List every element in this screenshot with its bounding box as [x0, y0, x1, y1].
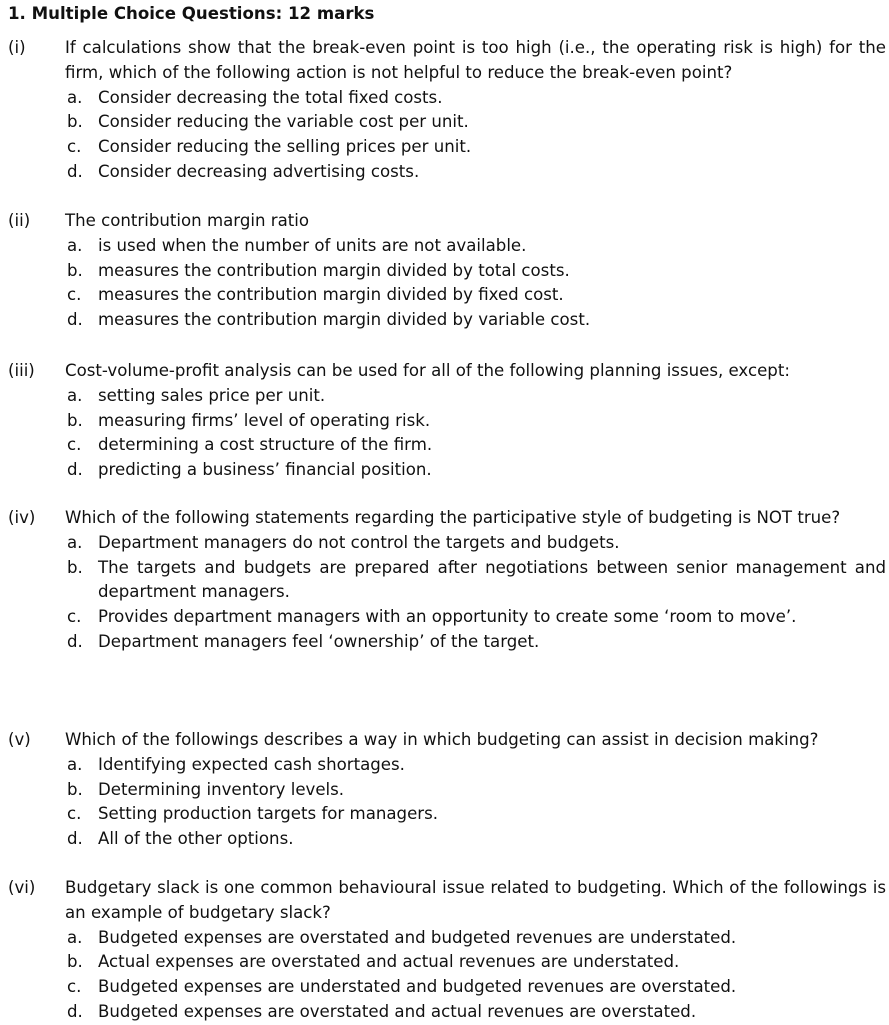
- option-letter: d.: [67, 829, 83, 849]
- question-text: If calculations show that the break-even point is too high (i.e., the operating risk is high) for the firm, which of the following action is not helpful to reduce the break-even point?: [65, 38, 886, 82]
- option-a[interactable]: [65, 86, 886, 111]
- option-text: Determining inventory levels.: [98, 779, 345, 799]
- option-list: [65, 926, 886, 1025]
- option-text: measuring firms’ level of operating risk.: [98, 410, 431, 430]
- option-d[interactable]: [65, 160, 886, 185]
- option-list: [65, 384, 886, 483]
- option-letter: b.: [67, 779, 83, 799]
- question-number: (iv): [8, 508, 36, 527]
- option-text: predicting a business’ financial position.: [98, 460, 432, 480]
- option-letter: b.: [67, 557, 83, 577]
- option-text: setting sales price per unit.: [98, 385, 326, 405]
- question-3: [8, 359, 886, 483]
- option-letter: c.: [67, 137, 82, 157]
- option-text: All of the other options.: [98, 829, 294, 849]
- option-d[interactable]: [65, 308, 886, 333]
- option-letter: c.: [67, 435, 82, 455]
- option-text: Actual expenses are overstated and actual revenues are understated.: [98, 952, 680, 972]
- option-list: [65, 234, 886, 333]
- question-6: [8, 876, 886, 1025]
- option-c[interactable]: [65, 433, 886, 458]
- option-text: Budgeted expenses are overstated and actual revenues are overstated.: [98, 1001, 697, 1021]
- option-text: Budgeted expenses are understated and budgeted revenues are overstated.: [98, 977, 737, 997]
- question-number: (i): [8, 38, 26, 57]
- option-letter: a.: [67, 235, 83, 255]
- question-text: Cost-volume-profit analysis can be used for all of the following planning issues, except:: [65, 361, 790, 380]
- option-d[interactable]: [65, 1000, 886, 1025]
- option-a[interactable]: [65, 234, 886, 259]
- option-letter: d.: [67, 310, 83, 330]
- question-4: [8, 506, 886, 655]
- option-b[interactable]: [65, 778, 886, 803]
- option-text: Budgeted expenses are overstated and budgeted revenues are understated.: [98, 927, 737, 947]
- option-d[interactable]: [65, 630, 886, 655]
- option-letter: b.: [67, 410, 83, 430]
- option-text: determining a cost structure of the firm.: [98, 435, 433, 455]
- question-number: (v): [8, 730, 31, 749]
- option-letter: d.: [67, 460, 83, 480]
- option-letter: a.: [67, 87, 83, 107]
- option-b[interactable]: [65, 950, 886, 975]
- option-c[interactable]: [65, 802, 886, 827]
- question-text: Which of the followings describes a way in which budgeting can assist in decision making?: [65, 730, 819, 749]
- option-c[interactable]: [65, 283, 886, 308]
- option-c[interactable]: [65, 605, 886, 630]
- option-list: [65, 753, 886, 852]
- option-letter: c.: [67, 977, 82, 997]
- option-list: [65, 531, 886, 655]
- option-text: Identifying expected cash shortages.: [98, 754, 405, 774]
- option-a[interactable]: [65, 384, 886, 409]
- option-b[interactable]: [65, 556, 886, 606]
- option-letter: d.: [67, 631, 83, 651]
- option-letter: b.: [67, 112, 83, 132]
- option-text: The targets and budgets are prepared after negotiations between senior management and department managers.: [98, 557, 886, 602]
- question-number: (iii): [8, 361, 35, 380]
- question-text: The contribution margin ratio: [65, 211, 310, 230]
- option-letter: d.: [67, 161, 83, 181]
- question-text: Budgetary slack is one common behavioural issue related to budgeting. Which of the followings is an example of budgetary slack?: [65, 878, 886, 922]
- option-text: Department managers do not control the targets and budgets.: [98, 532, 620, 552]
- option-a[interactable]: [65, 531, 886, 556]
- question-text: Which of the following statements regarding the participative style of budgeting is NOT true?: [65, 508, 841, 527]
- option-text: Consider decreasing the total fixed costs.: [98, 87, 443, 107]
- option-text: measures the contribution margin divided by variable cost.: [98, 310, 591, 330]
- option-d[interactable]: [65, 458, 886, 483]
- option-a[interactable]: [65, 753, 886, 778]
- option-b[interactable]: [65, 409, 886, 434]
- option-d[interactable]: [65, 827, 886, 852]
- option-text: measures the contribution margin divided by total costs.: [98, 260, 570, 280]
- option-text: Setting production targets for managers.: [98, 804, 439, 824]
- option-c[interactable]: [65, 135, 886, 160]
- option-letter: b.: [67, 260, 83, 280]
- option-list: [65, 86, 886, 185]
- option-text: Provides department managers with an opportunity to create some ‘room to move’.: [98, 607, 797, 627]
- option-letter: c.: [67, 804, 82, 824]
- option-text: Consider reducing the variable cost per unit.: [98, 112, 469, 132]
- question-2: [8, 209, 886, 333]
- option-a[interactable]: [65, 926, 886, 951]
- question-number: (ii): [8, 211, 31, 230]
- question-number: (vi): [8, 878, 36, 897]
- question-5: [8, 728, 886, 852]
- option-text: Department managers feel ‘ownership’ of the target.: [98, 631, 540, 651]
- option-b[interactable]: [65, 259, 886, 284]
- option-letter: a.: [67, 532, 83, 552]
- option-text: measures the contribution margin divided by fixed cost.: [98, 285, 564, 305]
- option-letter: c.: [67, 607, 82, 627]
- option-letter: a.: [67, 927, 83, 947]
- option-letter: c.: [67, 285, 82, 305]
- option-b[interactable]: [65, 110, 886, 135]
- option-c[interactable]: [65, 975, 886, 1000]
- option-text: is used when the number of units are not available.: [98, 235, 527, 255]
- option-letter: a.: [67, 385, 83, 405]
- option-letter: a.: [67, 754, 83, 774]
- option-text: Consider reducing the selling prices per unit.: [98, 137, 472, 157]
- option-text: Consider decreasing advertising costs.: [98, 161, 420, 181]
- question-1: [8, 36, 886, 185]
- option-letter: b.: [67, 952, 83, 972]
- section-heading: 1. Multiple Choice Questions: 12 marks: [8, 4, 375, 23]
- option-letter: d.: [67, 1001, 83, 1021]
